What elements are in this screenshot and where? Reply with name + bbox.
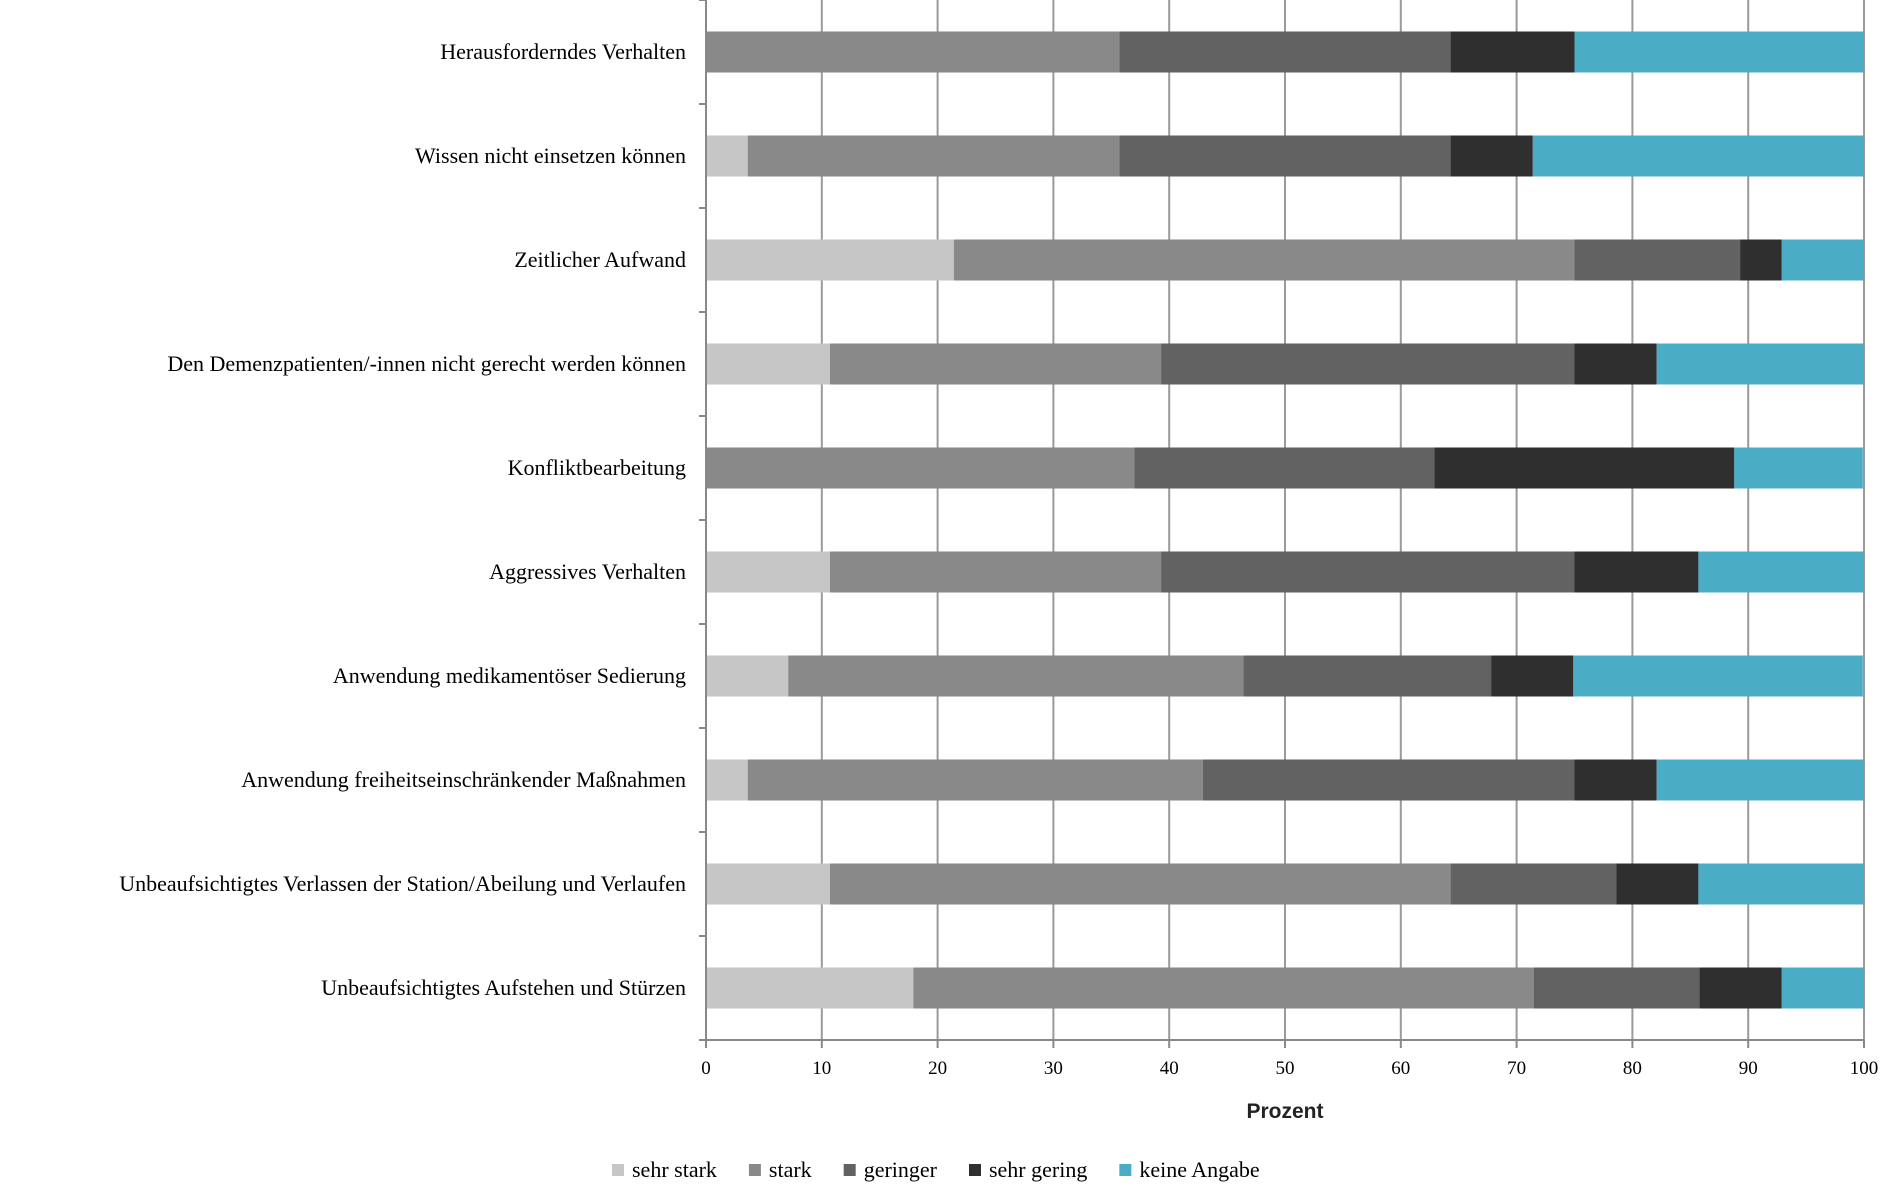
x-tick-label: 90 — [1738, 1058, 1758, 1079]
bar-segment — [706, 552, 830, 593]
bar-segment — [1575, 32, 1865, 73]
category-label: Wissen nicht einsetzen können — [415, 143, 686, 168]
bar-segment — [1575, 344, 1657, 385]
bar-segment — [1616, 864, 1698, 905]
bar-segment — [1740, 240, 1782, 281]
bar-segment — [913, 968, 1534, 1009]
bar-segment — [830, 864, 1451, 905]
bar-segment — [706, 656, 788, 697]
bar-segment — [1161, 344, 1574, 385]
bar-segment — [788, 656, 1243, 697]
bar-segment — [1698, 864, 1864, 905]
category-label: Unbeaufsichtigtes Aufstehen und Stürzen — [321, 975, 686, 1000]
bar-segment — [706, 968, 913, 1009]
bar-segment — [1698, 552, 1864, 593]
bar-segment — [1203, 760, 1575, 801]
x-tick-label: 30 — [1043, 1058, 1063, 1079]
bar-segment — [1533, 136, 1864, 177]
bar-segment — [1782, 968, 1864, 1009]
bar-segment — [1451, 136, 1533, 177]
category-label: Anwendung medikamentöser Sedierung — [332, 663, 686, 688]
bar-segment — [706, 864, 830, 905]
bar-segment — [1575, 760, 1657, 801]
x-tick-label: 0 — [701, 1058, 711, 1079]
legend-label: stark — [768, 1157, 812, 1182]
x-tick-label: 100 — [1849, 1058, 1879, 1079]
bar-segment — [1119, 32, 1450, 73]
x-axis-title: Prozent — [1246, 1100, 1324, 1123]
legend-swatch — [1119, 1164, 1131, 1176]
x-tick-label: 80 — [1622, 1058, 1642, 1079]
bar-segment — [706, 32, 1119, 73]
bar-segment — [1575, 240, 1741, 281]
bar-segment — [1657, 344, 1864, 385]
bar-segment — [1119, 136, 1450, 177]
bar-segment — [1734, 448, 1863, 489]
bar-segment — [1534, 968, 1700, 1009]
bar-segment — [1657, 760, 1864, 801]
category-label: Zeitlicher Aufwand — [514, 247, 686, 272]
legend-label: sehr stark — [632, 1157, 717, 1182]
bar-segment — [1782, 240, 1864, 281]
category-label: Herausforderndes Verhalten — [440, 39, 686, 64]
bar-segment — [830, 344, 1161, 385]
x-tick-label: 50 — [1275, 1058, 1295, 1079]
category-label: Konfliktbearbeitung — [507, 455, 686, 480]
bar-segment — [1575, 552, 1699, 593]
bar-segment — [706, 136, 748, 177]
bar-segment — [706, 344, 830, 385]
x-tick-label: 10 — [812, 1058, 832, 1079]
bar-segment — [1134, 448, 1434, 489]
bar-segment — [706, 240, 954, 281]
bar-segment — [1700, 968, 1782, 1009]
legend-swatch — [749, 1164, 761, 1176]
legend-swatch — [969, 1164, 981, 1176]
legend-label: geringer — [863, 1157, 937, 1182]
bar-segment — [1161, 552, 1574, 593]
category-label: Anwendung freiheitseinschränkender Maßnahmen — [241, 767, 686, 792]
bar-segment — [706, 760, 748, 801]
x-tick-label: 20 — [928, 1058, 948, 1079]
category-label: Aggressives Verhalten — [489, 559, 686, 584]
bar-segment — [1434, 448, 1734, 489]
x-tick-label: 70 — [1507, 1058, 1527, 1079]
bar-segment — [748, 136, 1120, 177]
bar-segment — [954, 240, 1575, 281]
legend-label: sehr gering — [988, 1157, 1088, 1182]
bar-segment — [830, 552, 1161, 593]
bar-segment — [706, 448, 1134, 489]
category-labels — [119, 39, 686, 1000]
bar-segment — [1451, 864, 1617, 905]
x-tick-label: 40 — [1159, 1058, 1179, 1079]
bar-segment — [1573, 656, 1863, 697]
bar-segment — [1451, 32, 1575, 73]
bar-segment — [1243, 656, 1491, 697]
legend — [612, 1157, 1260, 1182]
legend-label: keine Angabe — [1139, 1157, 1260, 1182]
legend-swatch — [844, 1164, 856, 1176]
x-tick-label: 60 — [1391, 1058, 1411, 1079]
category-label: Unbeaufsichtigtes Verlassen der Station/Abeilung und Verlaufen — [119, 871, 686, 896]
legend-swatch — [612, 1164, 624, 1176]
category-label: Den Demenzpatienten/-innen nicht gerecht werden können — [167, 351, 686, 376]
bar-segment — [1491, 656, 1573, 697]
bar-segment — [748, 760, 1203, 801]
